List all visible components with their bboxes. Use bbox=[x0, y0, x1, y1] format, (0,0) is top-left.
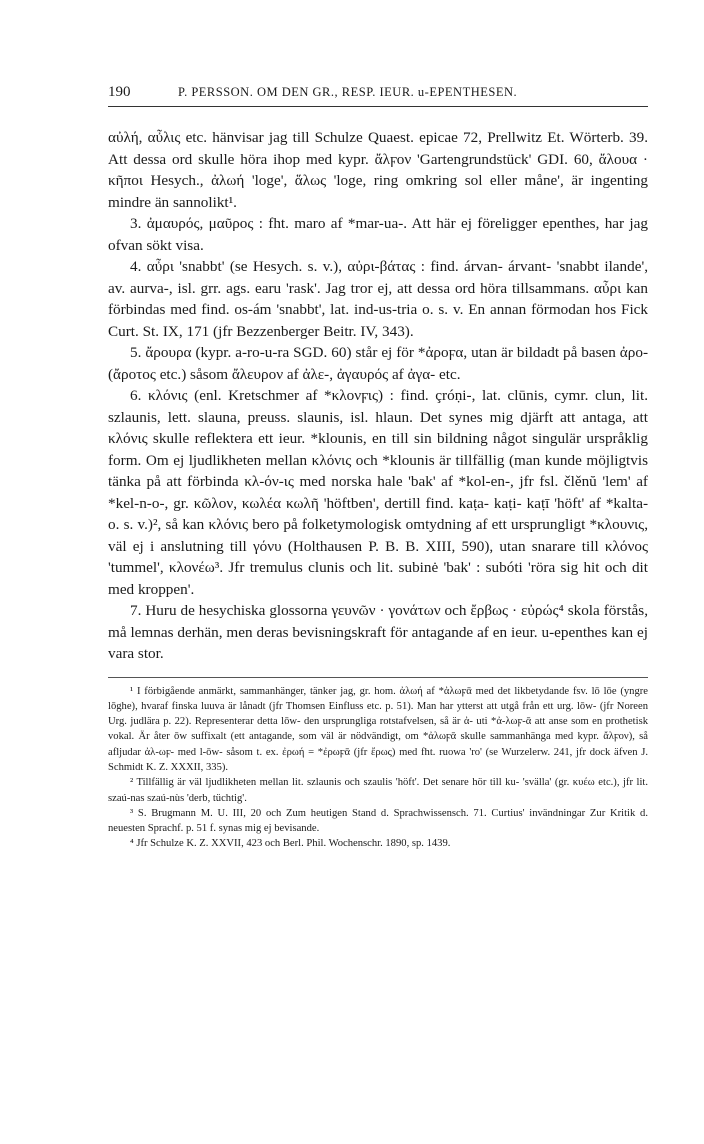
paragraph-7: 7. Huru de hesychiska glossorna γευνῶν · γονάτων och ἔρβως · εὐρώς⁴ skola förstås, må lemnas derhän, men deras bevisningskraft för antagande af en ieur. u-epenthes kan ej vara stor. bbox=[108, 602, 648, 662]
paragraph-4: 4. αὖρι 'snabbt' (se Hesych. s. v.), αὐρι-βάτας : find. árvan- árvant- 'snabbt ilande', av. aurva-, isl. grr. ags. earu 'rask'. Jag tror ej, att dessa ord höra tillsammans. αὖρι kan förbindas med find. os-ám 'snabbt', lat. ind-us-tria o. s. v. En annan förmodan hos Fick Curt. St. IX, 171 (jfr Bezzenberger Beitr. IV, 343). bbox=[108, 258, 648, 340]
page-header bbox=[108, 84, 648, 107]
footnote-2: ² Tillfällig är väl ljudlikheten mellan lit. szlaunis och szaulis 'höft'. Det senare hör till ku- 'svälla' (gr. κυέω etc.), jfr lit. szaú-nas szaú-nùs 'derb, tüchtig'. bbox=[108, 777, 648, 804]
footnote-1: ¹ I förbigående anmärkt, sammanhänger, tänker jag, gr. hom. ἀλωή af *ἀλωϝᾱ med det likbetydande fsv. lō lōe (yngre lōghe), hvaraf finska luuva är lånadt (jfr Thomsen Einfluss etc. p. 51). Man har ytterst att utgå från ett urg. lōw- (jfr Noreen Urg. judlära p. 22). Representerar detta lōw- den ursprungliga rotstafvelsen, så är ἀ- uti *ἀ-λωϝ-ᾱ att anse som en prothetisk vokal. Är åter ōw suffixalt (ett antagande, som väl är nödvändigt, om *ἀλωϝᾱ skulle sammanhänga med kypr. ἄλϝον), så afljudar ἀλ-ωϝ- med l-ōw- såsom t. ex. ἐρωή = *ἐρωϝᾱ (jfr ἔρως) med fht. ruowa 'ro' (se Wurzelerw. 241, jfr dock äfven J. Schmidt K. Z. XXXII, 335). bbox=[108, 685, 648, 773]
footnote-3: ³ S. Brugmann M. U. III, 20 och Zum heutigen Stand d. Sprachwissensch. 71. Curtius' invändningar Zur Kritik d. neuesten Sprachf. p. 51 f. synas mig ej bevisande. bbox=[108, 807, 648, 835]
page-number: 190 bbox=[108, 84, 131, 100]
running-title: P. PERSSON. OM DEN GR., RESP. IEUR. u-EPENTHESEN. bbox=[178, 85, 518, 99]
paragraph-3: 3. ἀμαυρός, μαῦρος : fht. maro af *mar-ua-. Att här ej föreligger epenthes, har jag ofvan sökt visa. bbox=[108, 215, 648, 254]
paragraph-6: 6. κλόνις (enl. Kretschmer af *κλονϝις) : find. çróṇi-, lat. clūnis, cymr. clun, lit. szlaunis, lett. slauna, preuss. slaunis, isl. hlaun. Det synes mig djärft att antaga, att κλόνις skulle reflektera ett ieur. *klounis, en till sin bildning något singulär urspråklig form. Om ej ljudlikheten mellan κλόνις och *klounis är tillfällig (man kunde möjligtvis tänka på att förbinda κλ-όν-ις med norska hale 'bak' af *kol-en-, jfr fsl. člěnŭ 'lem' af *kel-n-o-, gr. κῶλον, κωλέα κωλῆ 'höftben', dertill find. kaṭa- kaṭi- kaṭī 'höft' af *kalta- o. s. v.)², så kan κλόνις bero på folketymologisk omtydning af ett ursprungligt *κλουνις, väl ej i anslutning till γόνυ (Holthausen P. B. B. XIII, 590), utan snarare till κλόνος 'tummel', κλονέω³. Jfr tremulus clunis och lit. subinė 'bak' : subóti 'röra sig hit och dit med kroppen'. bbox=[108, 387, 648, 598]
paragraph-continued: αὐλή, αὖλις etc. hänvisar jag till Schulze Quaest. epicae 72, Prellwitz Et. Wörterb. 39. Att dessa ord skulle höra ihop med kypr. ἄλϝον 'Gartengrundstück' GDI. 60, ἄλουα · κῆποι Hesych., ἀλωή 'loge', ἅλως 'loge, ring omkring sol eller måne', är ingenting mindre än sannolikt¹. bbox=[108, 129, 648, 211]
footnote-4: ⁴ Jfr Schulze K. Z. XXVII, 423 och Berl. Phil. Wochenschr. 1890, sp. 1439. bbox=[130, 838, 451, 850]
footnotes bbox=[108, 677, 648, 852]
paragraph-5: 5. ἄρουρα (kypr. a-ro-u-ra SGD. 60) står ej för *ἀροϝα, utan är bildadt på basen ἀρο- (ἄροτος etc.) såsom ἄλευρον af ἀλε-, ἀγαυρός af ἀγα- etc. bbox=[108, 344, 648, 383]
body-text bbox=[108, 127, 648, 665]
